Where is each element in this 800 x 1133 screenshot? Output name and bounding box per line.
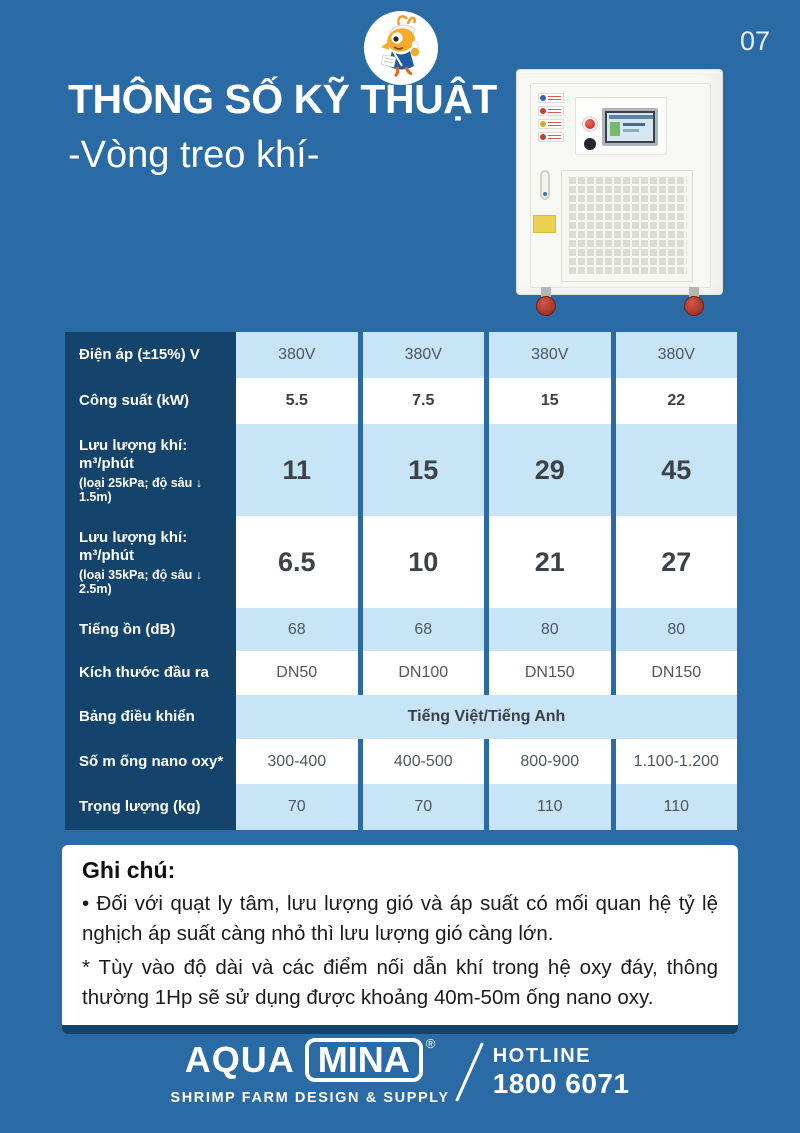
spec-value-span: Tiếng Việt/Tiếng Anh xyxy=(236,695,737,739)
spec-label: Lưu lượng khí: m³/phút (loại 25kPa; độ sâu ↓ 1.5m) xyxy=(65,424,236,516)
page-title: THÔNG SỐ KỸ THUẬT xyxy=(68,76,497,122)
brand-mina-badge: MINA xyxy=(305,1038,423,1082)
service-label xyxy=(533,215,556,233)
table-row xyxy=(65,608,737,651)
spec-value: 800-900 xyxy=(489,739,611,784)
spec-value: 80 xyxy=(616,608,738,651)
brand-aqua-text: AQUA xyxy=(184,1039,295,1080)
spec-value: 80 xyxy=(489,608,611,651)
spec-value: 400-500 xyxy=(363,739,485,784)
spec-value: 6.5 xyxy=(236,516,358,608)
table-row xyxy=(65,424,737,516)
spec-value: 1.100-1.200 xyxy=(616,739,738,784)
notes-title: Ghi chú: xyxy=(82,857,176,883)
note-item: * Tùy vào độ dài và các điểm nối dẫn khí trong hệ oxy đáy, thông thường 1Hp sẽ sử dụng được khoảng 40m-50m ống nano oxy. xyxy=(82,956,718,1010)
spec-value: 380V xyxy=(489,332,611,378)
footer-brand-bar xyxy=(0,1038,800,1106)
spec-value: 380V xyxy=(616,332,738,378)
table-row xyxy=(65,651,737,695)
spec-value: 110 xyxy=(616,784,738,830)
spec-value: 68 xyxy=(363,608,485,651)
spec-table xyxy=(65,332,737,830)
control-panel xyxy=(575,97,667,155)
spec-value: 15 xyxy=(363,424,485,516)
warning-sticker xyxy=(538,119,564,129)
machine-body xyxy=(516,69,723,295)
table-row xyxy=(65,378,737,424)
notes-box xyxy=(62,845,738,1034)
hotline-label: HOTLINE xyxy=(492,1044,591,1067)
hotline-block xyxy=(493,1045,630,1100)
page-number: 07 xyxy=(739,26,770,56)
spec-label: Bảng điều khiển xyxy=(65,695,236,739)
product-photo xyxy=(516,69,723,323)
door-handle xyxy=(540,170,550,200)
warning-sticker xyxy=(538,106,564,116)
registered-trademark-icon: ® xyxy=(425,1036,436,1051)
spec-value: 5.5 xyxy=(236,378,358,424)
spec-value: 70 xyxy=(236,784,358,830)
spec-label: Trọng lượng (kg) xyxy=(65,784,236,830)
spec-value: 300-400 xyxy=(236,739,358,784)
brand-logo xyxy=(170,1038,449,1106)
spec-value: DN150 xyxy=(489,651,611,695)
spec-value: 70 xyxy=(363,784,485,830)
warning-sticker xyxy=(538,93,564,103)
spec-value: DN50 xyxy=(236,651,358,695)
spec-value: DN150 xyxy=(616,651,738,695)
spec-value: 7.5 xyxy=(363,378,485,424)
caster-wheel-left xyxy=(536,287,556,319)
spec-value: 27 xyxy=(616,516,738,608)
spec-value: 15 xyxy=(489,378,611,424)
spec-value: 11 xyxy=(236,424,358,516)
hmi-screen xyxy=(605,111,655,143)
spec-label: Điện áp (±15%) V xyxy=(65,332,236,378)
hotline-number: 1800 6071 xyxy=(492,1067,630,1099)
brand-tagline: SHRIMP FARM DESIGN & SUPPLY xyxy=(170,1090,450,1106)
table-row xyxy=(65,739,737,784)
spec-value: 110 xyxy=(489,784,611,830)
spec-label: Kích thước đầu ra xyxy=(65,651,236,695)
table-row xyxy=(65,695,737,739)
warning-labels xyxy=(538,93,564,145)
table-row xyxy=(65,332,737,378)
spec-value: 380V xyxy=(363,332,485,378)
header xyxy=(68,78,497,177)
spec-label: Lưu lượng khí: m³/phút (loại 35kPa; độ sâu ↓ 2.5m) xyxy=(65,516,236,608)
spec-value: 29 xyxy=(489,424,611,516)
spec-value: 380V xyxy=(236,332,358,378)
warning-sticker xyxy=(538,132,564,142)
spec-value: 45 xyxy=(616,424,738,516)
spec-value: 10 xyxy=(363,516,485,608)
ventilation-grille xyxy=(561,170,693,282)
spec-value: DN100 xyxy=(363,651,485,695)
divider-slash-icon xyxy=(455,1042,484,1102)
hmi-display xyxy=(602,108,658,146)
spec-value: 68 xyxy=(236,608,358,651)
caster-wheel-right xyxy=(684,287,704,319)
shrimp-chef-mascot-icon xyxy=(363,10,439,86)
page-subtitle: -Vòng treo khí- xyxy=(68,134,320,177)
note-item: • Đối với quạt ly tâm, lưu lượng gió và áp suất có mối quan hệ tỷ lệ nghịch áp suất càng nhỏ thì lưu lượng gió càng lớn. xyxy=(82,892,718,945)
table-row xyxy=(65,516,737,608)
spec-value: 22 xyxy=(616,378,738,424)
spec-label: Tiếng ồn (dB) xyxy=(65,608,236,651)
spec-label: Công suất (kW) xyxy=(65,378,236,424)
table-row xyxy=(65,784,737,830)
emergency-stop-button-icon xyxy=(582,116,598,132)
spec-label: Số m ống nano oxy* xyxy=(65,739,236,784)
power-knob-icon xyxy=(584,138,596,150)
spec-value: 21 xyxy=(489,516,611,608)
